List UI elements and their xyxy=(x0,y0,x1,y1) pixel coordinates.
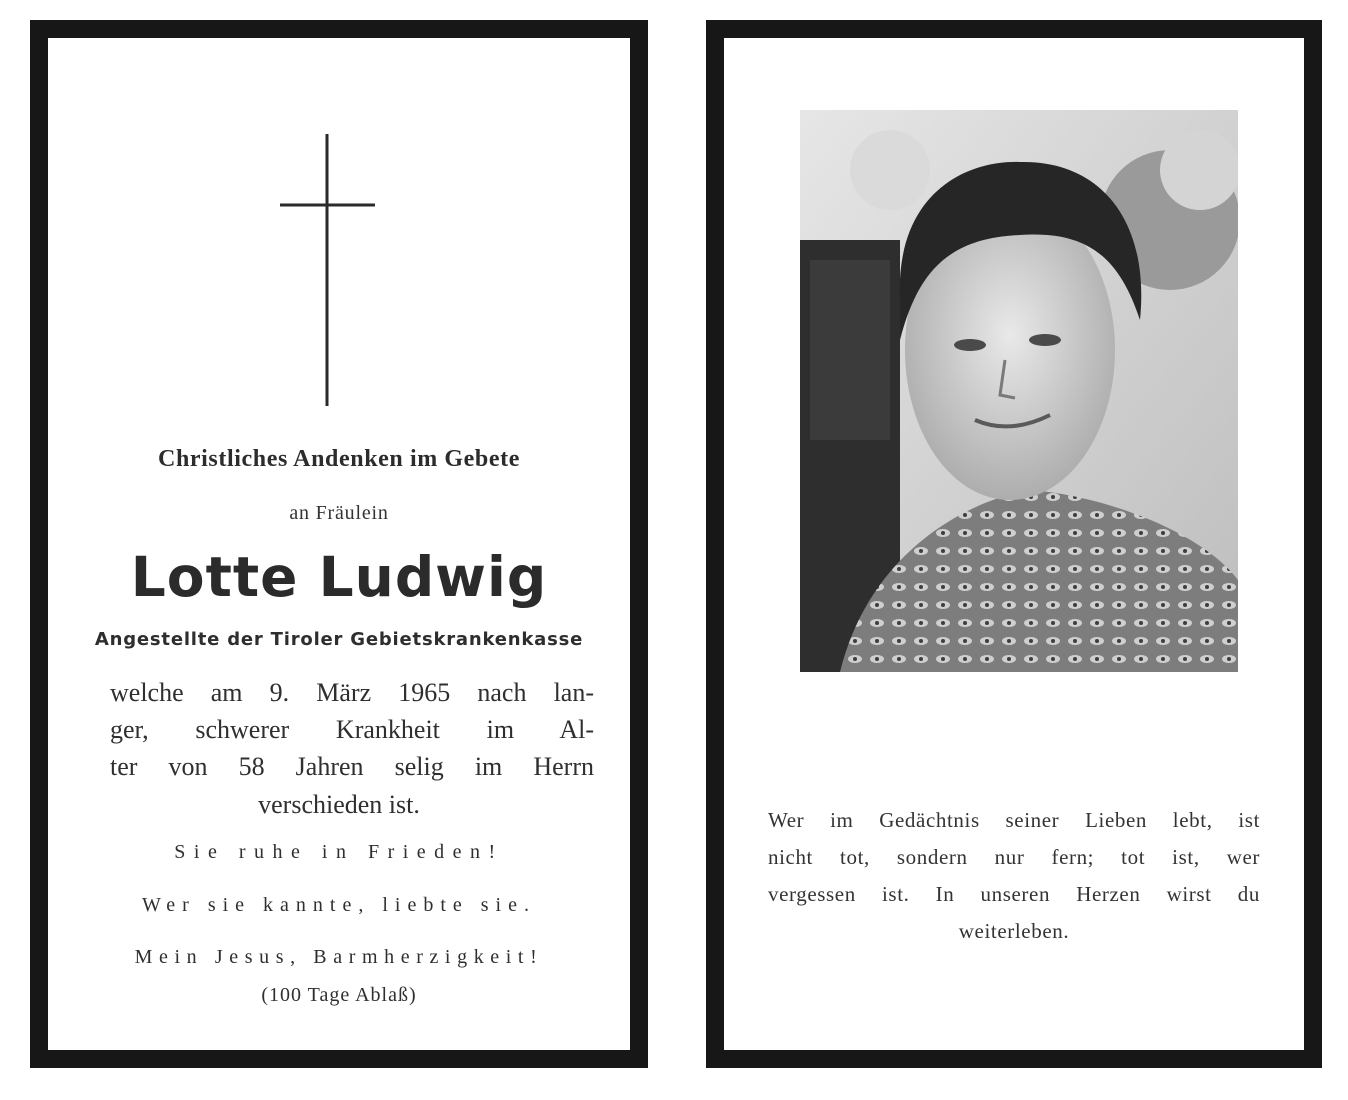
deceased-name: Lotte Ludwig xyxy=(130,545,548,609)
quote-line: vergessen ist. In unseren Herzen wirst du xyxy=(768,882,1260,906)
memorial-heading: Christliches Andenken im Gebete xyxy=(158,446,520,472)
salutation: an Fräulein xyxy=(289,502,389,524)
body-line: welche am 9. März 1965 nach lan- xyxy=(110,678,594,707)
indulgence-note: (100 Tage Ablaß) xyxy=(261,984,417,1006)
body-line: ter von 58 Jahren selig im Herrn xyxy=(110,752,594,781)
portrait-photo xyxy=(800,110,1238,672)
memorial-card-text xyxy=(30,20,648,1068)
body-line: ger, schwerer Krankheit im Al- xyxy=(110,715,594,744)
cross-icon xyxy=(48,38,630,438)
memorial-card-photo xyxy=(706,20,1322,1068)
whoever-knew-her: Wer sie kannte, liebte sie. xyxy=(142,894,536,916)
quote-line: Wer im Gedächtnis seiner Lieben lebt, ist xyxy=(768,808,1260,832)
rest-in-peace: Sie ruhe in Frieden! xyxy=(174,841,504,863)
prayer-line: Mein Jesus, Barmherzigkeit! xyxy=(134,946,544,968)
body-line: verschieden ist. xyxy=(258,790,420,819)
quote-line: nicht tot, sondern nur fern; tot ist, wer xyxy=(768,845,1260,869)
quote-line: weiterleben. xyxy=(958,919,1070,943)
occupation: Angestellte der Tiroler Gebietskrankenkasse xyxy=(94,629,584,650)
